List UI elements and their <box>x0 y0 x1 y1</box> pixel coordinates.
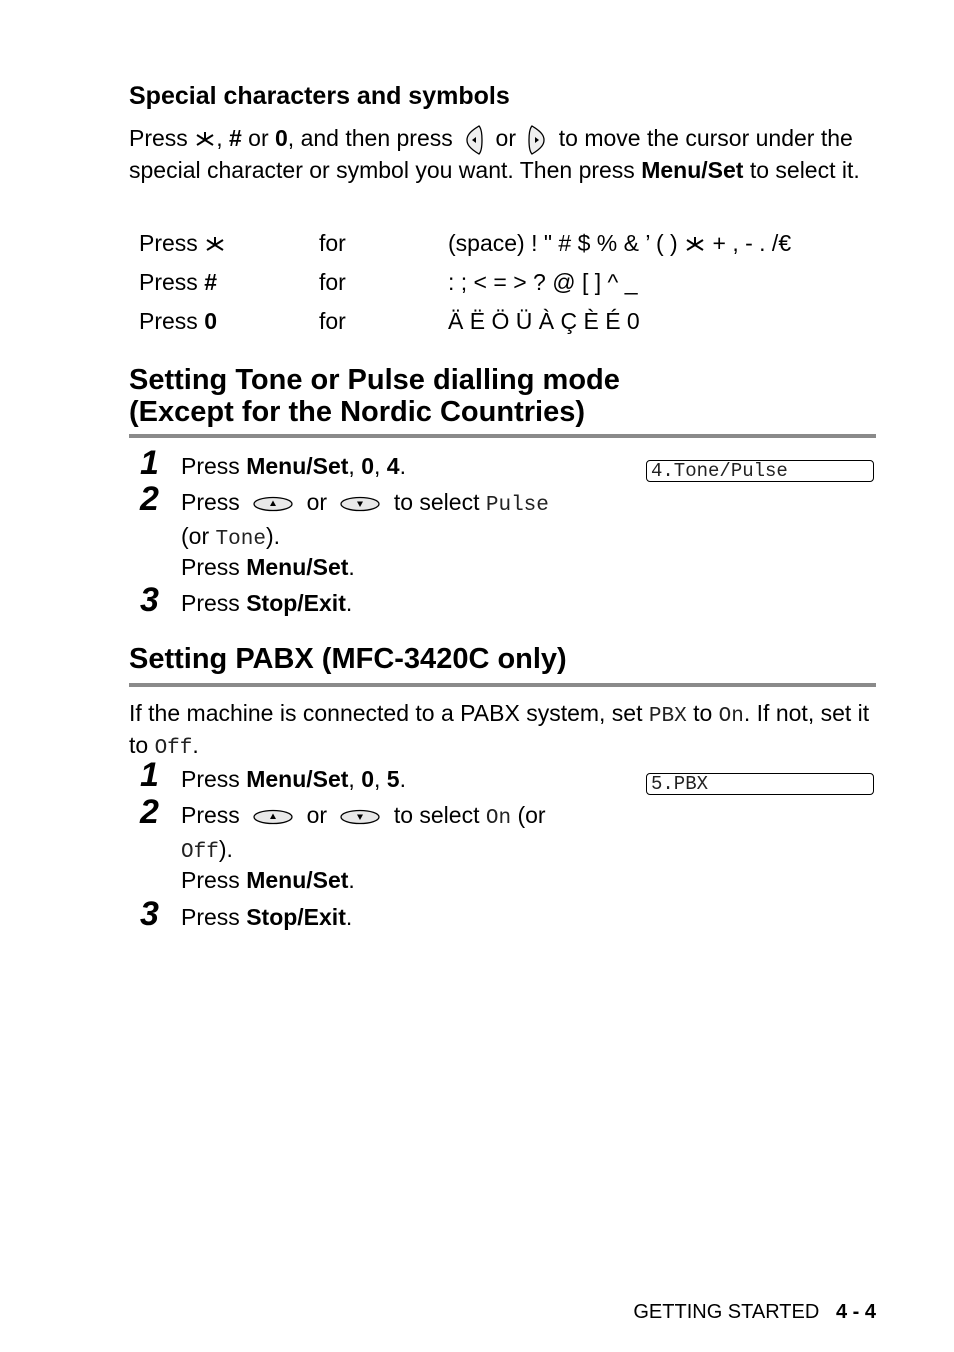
step-number: 3 <box>140 581 159 619</box>
step-number: 2 <box>140 480 159 518</box>
up-key-icon <box>252 808 294 826</box>
footer-section: GETTING STARTED <box>633 1301 820 1323</box>
star-key-icon <box>204 236 226 254</box>
down-key-icon <box>339 495 381 513</box>
section-divider <box>129 434 876 438</box>
pabx-intro: If the machine is connected to a PABX system, set PBX to On. If not, set it to Off. <box>129 700 870 760</box>
step-text: Press or to select On (or Off). <box>181 802 546 864</box>
step-text: Press Menu/Set, 0, 4. <box>181 453 406 479</box>
lcd-display: 4.Tone/Pulse <box>646 460 874 482</box>
step-text: Press Menu/Set. <box>181 554 355 580</box>
special-characters-heading: Special characters and symbols <box>129 82 510 110</box>
char-row-chars: Ä Ë Ö Ü À Ç È É 0 <box>448 308 640 334</box>
star-key-icon <box>684 236 706 254</box>
step-text: Press Menu/Set. <box>181 867 355 893</box>
page-number: 4 - 4 <box>835 1301 876 1323</box>
char-row-chars: (space) ! " # $ % & ’ ( ) + , - . /€ <box>448 230 792 256</box>
char-row-star: Press <box>139 230 226 257</box>
step-number: 1 <box>140 444 159 482</box>
step-number: 1 <box>140 756 159 794</box>
tone-pulse-heading: Setting Tone or Pulse dialling mode (Except for the Nordic Countries) <box>129 364 620 428</box>
page-footer <box>633 1301 876 1324</box>
step-text: Press or to select Pulse (or Tone). <box>181 489 549 551</box>
step-number: 3 <box>140 895 159 933</box>
lcd-display: 5.PBX <box>646 773 874 795</box>
char-row-for: for <box>319 308 346 334</box>
right-arrow-key-icon <box>526 124 548 156</box>
left-arrow-key-icon <box>463 124 485 156</box>
up-key-icon <box>252 495 294 513</box>
step-text: Press Menu/Set, 0, 5. <box>181 766 406 792</box>
char-row-for: for <box>319 269 346 295</box>
star-key-icon <box>194 131 216 149</box>
pabx-heading: Setting PABX (MFC-3420C only) <box>129 643 567 675</box>
char-row-chars: : ; < = > ? @ [ ] ^ _ <box>448 269 638 295</box>
step-text: Press Stop/Exit. <box>181 590 353 616</box>
char-row-hash: Press # <box>139 269 217 295</box>
step-text: Press Stop/Exit. <box>181 904 353 930</box>
step-number: 2 <box>140 793 159 831</box>
char-row-zero: Press 0 <box>139 308 217 334</box>
char-row-for: for <box>319 230 346 256</box>
special-characters-intro: Press , # or 0, and then press or to move the cursor under the special character or symbol you want. Then press Menu/Set to select it. <box>129 125 860 183</box>
section-divider <box>129 683 876 687</box>
down-key-icon <box>339 808 381 826</box>
